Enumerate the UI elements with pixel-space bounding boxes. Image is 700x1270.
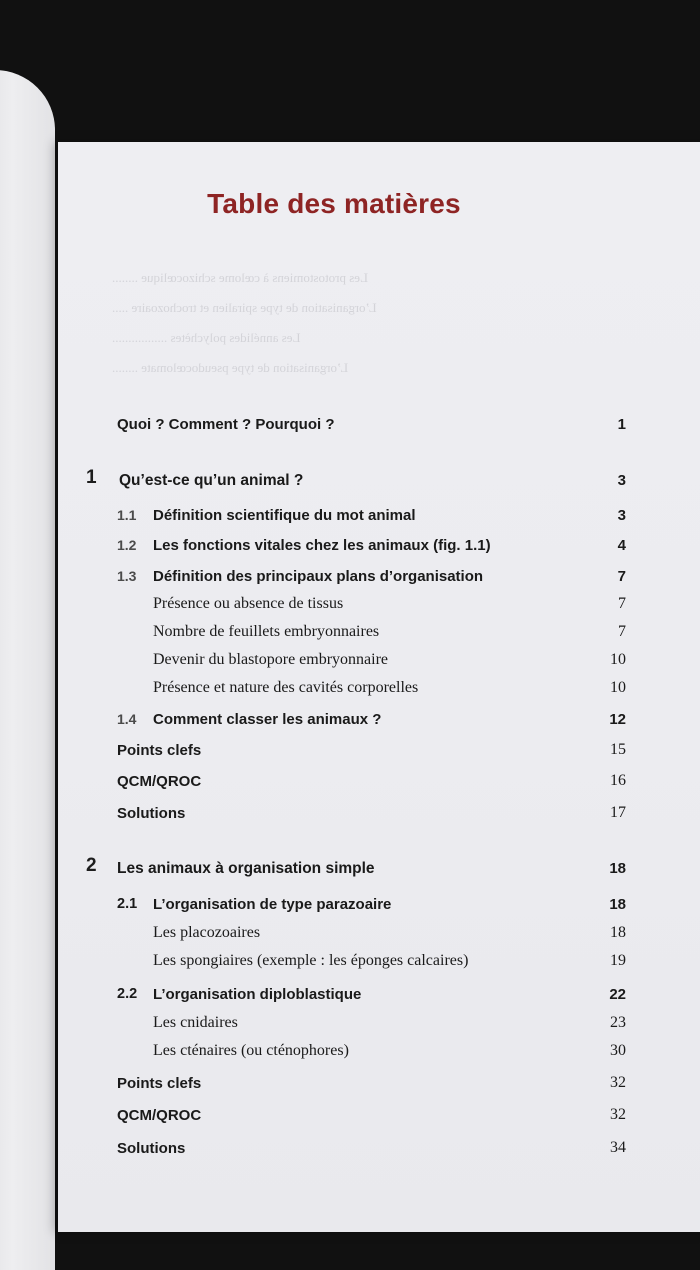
toc-entry-page: 3 [617,472,626,489]
toc-entry-label: Comment classer les animaux ? [153,711,382,728]
toc-entry-label: Les cténaires (ou cténophores) [153,1042,349,1059]
show-through-text: L’organisation de type spiralien et trochozoaire ..... [112,300,377,315]
toc-entry-label: Présence et nature des cavités corporelles [153,679,419,696]
toc-subsection[interactable] [0,950,700,976]
toc-chapter[interactable] [0,469,700,495]
toc-entry[interactable] [0,413,700,439]
toc-subsection[interactable] [0,677,700,703]
toc-entry-page: 15 [610,741,626,758]
toc-entry-label: Les animaux à organisation simple [117,860,375,877]
toc-section[interactable] [0,708,700,734]
toc-entry-page: 32 [610,1106,626,1123]
toc-entry-page: 30 [610,1042,626,1059]
toc-entry-label: Nombre de feuillets embryonnaires [153,623,380,640]
toc-entry-label: Définition scientifique du mot animal [153,507,416,524]
toc-entry-page: 12 [609,711,626,728]
toc-entry-page: 23 [610,1014,626,1031]
toc-entry[interactable] [0,1104,700,1130]
section-number: 1.2 [117,537,137,553]
toc-entry-label: QCM/QROC [117,1107,202,1124]
toc-entry-page: 1 [617,416,626,433]
toc-section[interactable] [0,983,700,1009]
toc-entry[interactable] [0,1137,700,1163]
toc-entry-page: 18 [609,860,626,877]
toc-subsection[interactable] [0,1012,700,1038]
chapter-number: 1 [86,467,97,488]
toc-entry-label: Solutions [117,1140,186,1157]
toc-subsection[interactable] [0,621,700,647]
toc-entry[interactable] [0,1072,700,1098]
show-through-text: L’organisation de type pseudocœlomate ........ [112,360,349,375]
toc-subsection[interactable] [0,922,700,948]
toc-chapter[interactable] [0,857,700,883]
toc-entry-page: 3 [617,507,626,524]
toc-entry[interactable] [0,802,700,828]
toc-entry-label: Qu’est-ce qu’un animal ? [119,472,304,489]
toc-entry-label: L’organisation de type parazoaire [153,896,392,913]
toc-entry-label: Les placozoaires [153,924,261,941]
toc-section[interactable] [0,565,700,591]
toc-section[interactable] [0,893,700,919]
toc-entry-page: 17 [610,804,626,821]
toc-entry-page: 22 [609,986,626,1003]
toc-entry-page: 18 [610,924,626,941]
toc-entry-page: 32 [610,1074,626,1091]
section-number: 1.3 [117,568,137,584]
toc-entry[interactable] [0,739,700,765]
toc-entry[interactable] [0,770,700,796]
toc-section[interactable] [0,534,700,560]
toc-entry-label: Devenir du blastopore embryonnaire [153,651,389,668]
section-number: 2.2 [117,986,138,1002]
toc-entry-label: Points clefs [117,742,202,759]
toc-entry-page: 7 [617,568,626,585]
toc-entry-page: 10 [610,679,626,696]
toc-entry-page: 19 [610,952,626,969]
toc-entry-label: Quoi ? Comment ? Pourquoi ? [117,416,335,433]
toc-entry-label: Définition des principaux plans d’organisation [153,568,484,585]
toc-subsection[interactable] [0,1040,700,1066]
toc-entry-page: 18 [609,896,626,913]
page-title: Table des matières [207,188,461,219]
toc-entry-page: 7 [618,595,626,612]
toc-subsection[interactable] [0,649,700,675]
toc-subsection[interactable] [0,593,700,619]
toc-entry-label: Solutions [117,805,186,822]
section-number: 2.1 [117,896,138,912]
show-through-text: Les protostomiens à cœlome schizocœlique ........ [112,270,368,285]
toc-entry-page: 10 [610,651,626,668]
toc-entry-page: 16 [610,772,626,789]
toc-entry-label: Points clefs [117,1075,202,1092]
section-number: 1.1 [117,507,137,523]
toc-entry-page: 34 [610,1139,626,1156]
section-number: 1.4 [117,711,137,727]
toc-entry-label: Les spongiaires (exemple : les éponges calcaires) [153,952,469,969]
toc-entry-label: Présence ou absence de tissus [153,595,344,612]
toc-section[interactable] [0,504,700,530]
toc-entry-page: 7 [618,623,626,640]
toc-entry-label: Les fonctions vitales chez les animaux (fig. 1.1) [153,537,491,554]
chapter-number: 2 [86,855,97,876]
toc-entry-label: Les cnidaires [153,1014,238,1031]
toc-entry-label: QCM/QROC [117,773,202,790]
show-through-text: Les annélides polychètes ................. [112,330,301,345]
toc-entry-label: L’organisation diploblastique [153,986,362,1003]
toc-entry-page: 4 [617,537,626,554]
